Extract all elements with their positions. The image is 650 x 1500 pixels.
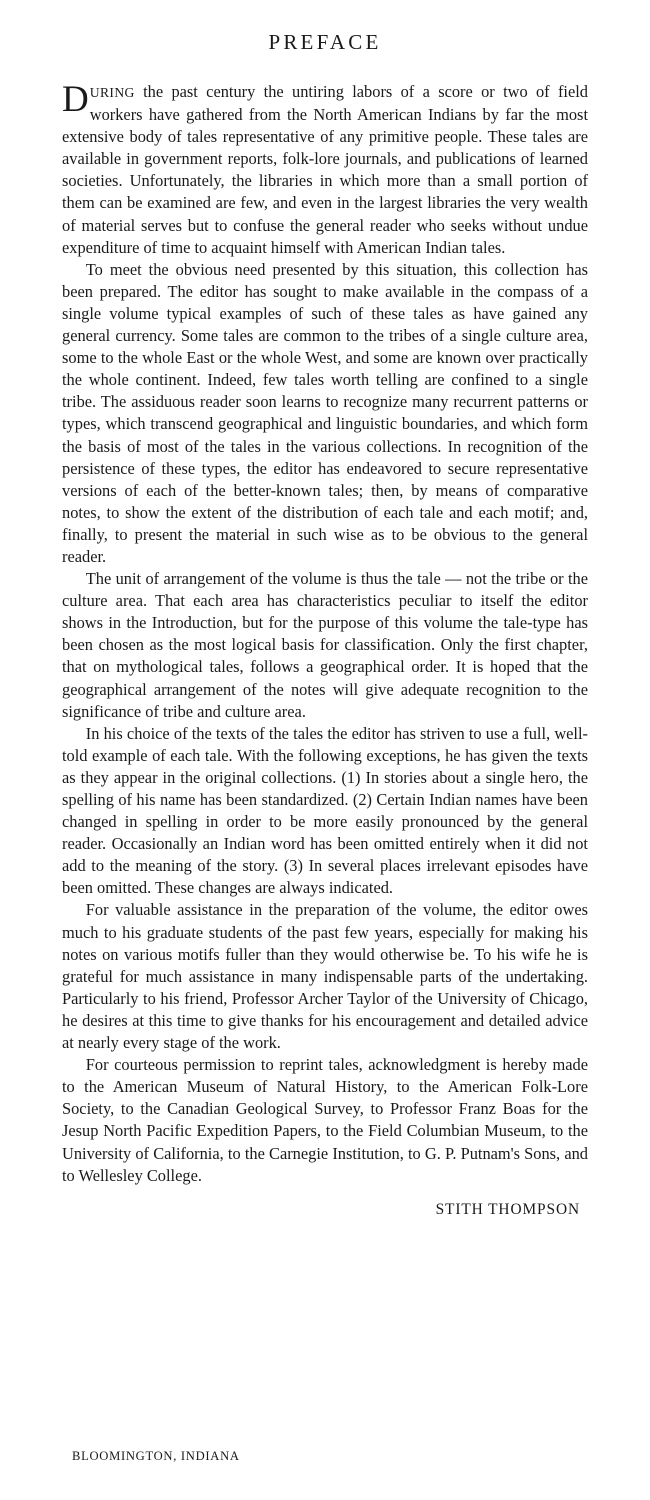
- page-title: PREFACE: [268, 30, 382, 54]
- paragraph-6: For courteous permission to reprint tales, acknowledgment is hereby made to the American Museum of Natural History, to the American Folk-Lore Society, to the Canadian Geological Survey, to Professor Franz Boas for the Jesup North Pacific Expedition Papers, to the Field Columbian Museum, to the University of California, to the Carnegie Institution, to G. P. Putnam's Sons, and to Wellesley College.: [62, 1055, 588, 1185]
- drop-cap-letter: D: [62, 79, 89, 120]
- paragraph-1: [62, 81, 588, 259]
- paragraph-5: For valuable assistance in the preparation of the volume, the editor owes much to his graduate students of the past few years, especially for making his notes on various motifs fuller than they would otherwise be. To his wife he is grateful for much assistance in many indispensable parts of the undertaking. Particularly to his friend, Professor Archer Taylor of the University of Chicago, he desires at this time to give thanks for his encouragement and detailed advice at nearly every stage of the work.: [62, 900, 588, 1053]
- paragraph-4: In his choice of the texts of the tales the editor has striven to use a full, well-told example of each tale. With the following exceptions, he has given the texts as they appear in the original collections. (1) In stories about a single hero, the spelling of his name has been standardized. (2) Certain Indian names have been changed in spelling in order to be more easily pronounced by the general reader. Occasionally an Indian word has been omitted entirely when it did not add to the meaning of the story. (3) In several places irrelevant episodes have been omitted. These changes are always indicated.: [62, 723, 588, 898]
- paragraph-1-text: the past century the untiring labors of a score or two of field workers have gathered from the North American Indians by far the most extensive body of tales representative of any primitive people. These tales are available in government reports, folk-lore journals, and publications of learned societies. Unfortunately, the libraries in which more than a small portion of them can be examined are few, and even in the largest libraries the very wealth of material serves but to confuse the general reader who seeks without undue expenditure of time to acquaint himself with American Indian tales.: [62, 82, 588, 257]
- paragraph-1-lead: URING: [89, 85, 135, 100]
- paragraph-2: To meet the obvious need presented by this situation, this collection has been prepared. The editor has sought to make available in the compass of a single volume typical examples of such of these tales as have gained any general currency. Some tales are common to the tribes of a single culture area, some to the whole East or the whole West, and some are known over practically the whole continent. Indeed, few tales worth telling are confined to a single tribe. The assiduous reader soon learns to recognize many recurrent patterns or types, which transcend geographical and linguistic boundaries, and which form the basis of most of the tales in the various collections. In recognition of the persistence of these types, the editor has endeavored to secure representative versions of each of the better-known tales; then, by means of comparative notes, to show the extent of the distribution of each tale and each motif; and, finally, to present the material in such wise as to be obvious to the general reader.: [62, 259, 588, 566]
- author-signature: STITH THOMPSON: [435, 1200, 580, 1218]
- preface-body: [62, 81, 588, 1187]
- paragraph-3: The unit of arrangement of the volume is thus the tale — not the tribe or the culture area. That each area has characteristics peculiar to itself the editor shows in the Introduction, but for the purpose of this volume the tale-type has been chosen as the most logical basis for classification. Only the first chapter, that on mythological tales, follows a geographical order. It is hoped that the geographical arrangement of the notes will give adequate recognition to the significance of tribe and culture area.: [62, 569, 588, 721]
- place-line: BLOOMINGTON, INDIANA: [72, 1449, 240, 1463]
